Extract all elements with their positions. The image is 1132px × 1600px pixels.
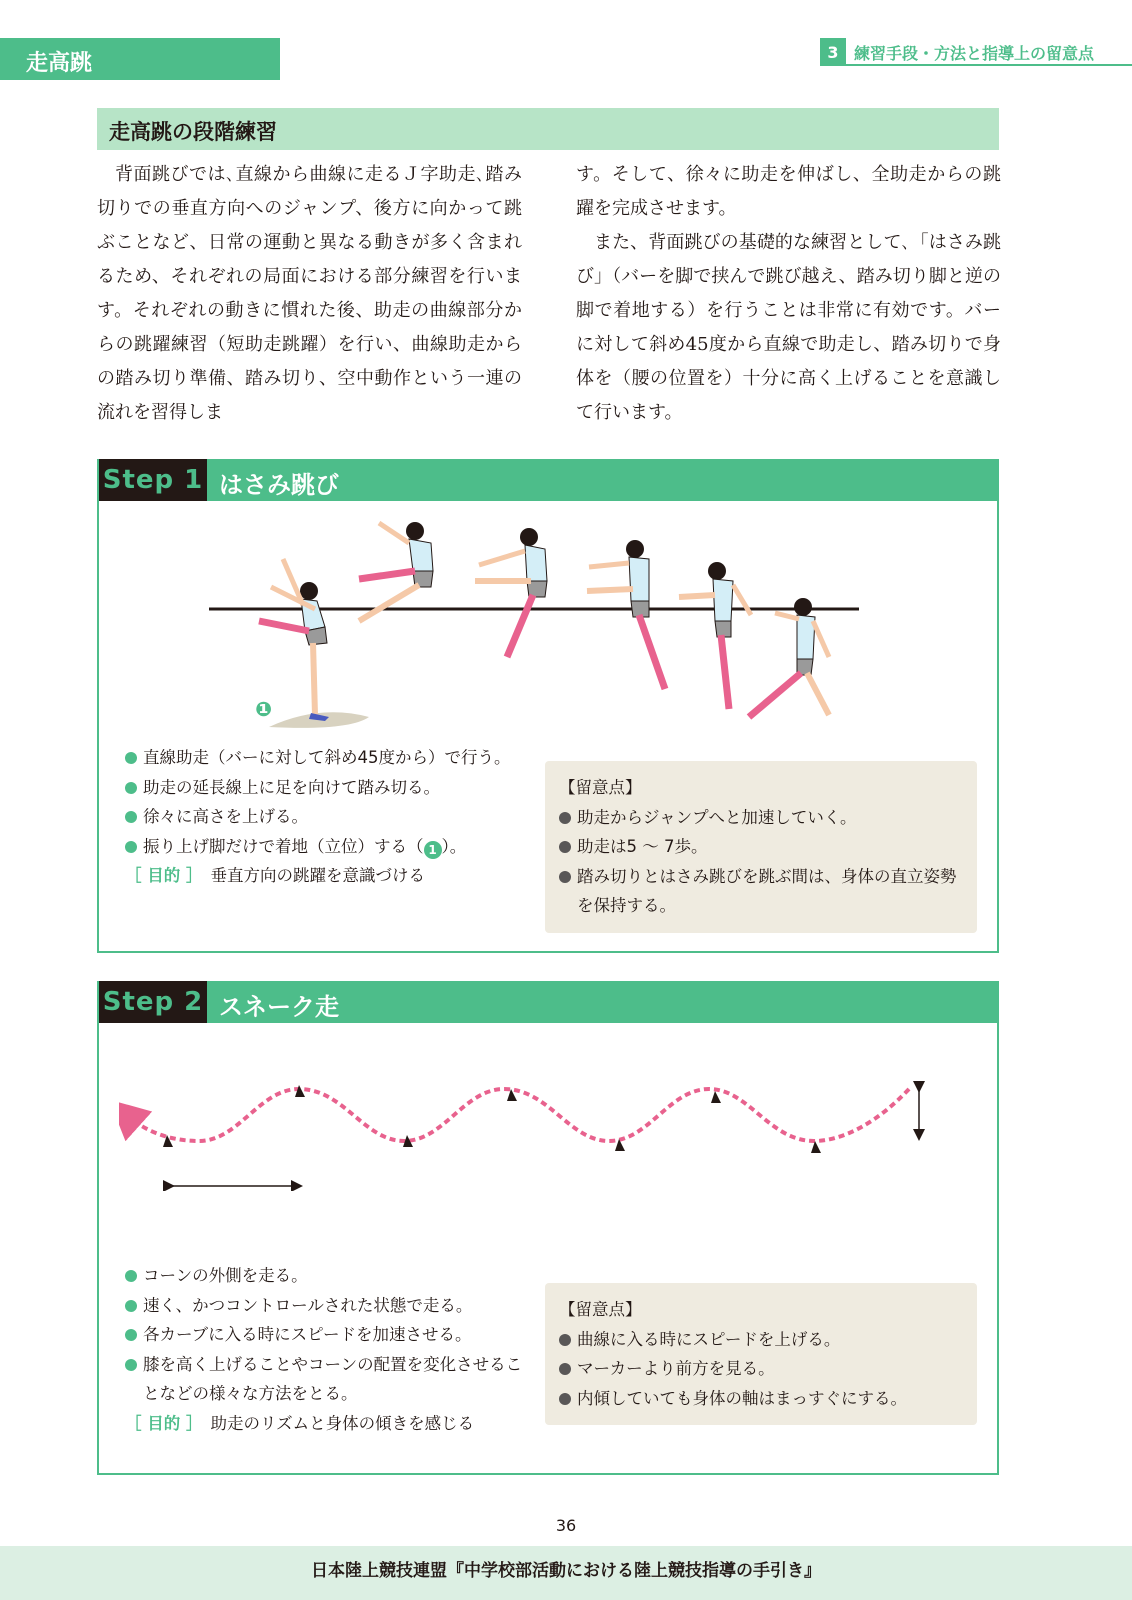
step2-title: スネーク走 — [219, 993, 339, 1021]
list-item — [125, 832, 535, 862]
athlete-figure-5 — [679, 562, 751, 709]
page-number: 36 — [555, 1516, 577, 1535]
snake-path — [124, 1089, 909, 1141]
list-item: 徐々に高さを上げる。 — [125, 802, 535, 832]
figure-ref-badge: 1 — [424, 841, 442, 859]
step1-title: はさみ跳び — [219, 471, 339, 499]
step2-header — [99, 981, 997, 1023]
intro-paragraph: また、背面跳びの基礎的な練習として､「はさみ跳び」（バーを脚で挟んで跳び越え、踏み切り脚と逆の脚で着地する）を行うことは非常に有効です。バーに対して斜め45度から直線で助走し、踏み切りで身体を（腰の位置を）十分に高く上げることを意識して行います。 — [576, 232, 1001, 423]
step2-box — [97, 981, 999, 1475]
page-title: 走高跳の段階練習 — [97, 108, 999, 150]
step1-header — [99, 459, 997, 501]
list-item: 助走の延長線上に足を向けて踏み切る。 — [125, 773, 535, 803]
purpose-text: 助走のリズムと身体の傾きを感じる — [210, 1413, 475, 1433]
intro-paragraph: 背面跳びでは､直線から曲線に走るＪ字助走､踏み切りでの垂直方向へのジャンプ、後方に向かって跳ぶことなど、日常の運動と異なる動きが多く含まれるため、それぞれの局面における部分練習を行います。それぞれの動きに慣れた後、助走の曲線部分からの跳躍練習（短助走跳躍）を行い、曲線助走からの踏み切り準備、踏み切り、空中動作という一連の流れを習得しま — [97, 164, 522, 423]
purpose-line — [125, 861, 535, 891]
list-item: 内傾していても身体の軸はまっすぐにする。 — [559, 1384, 963, 1414]
list-item: 助走は5 ～ 7歩。 — [559, 832, 963, 862]
intro-right-column — [576, 158, 1001, 430]
notes-heading: 【留意点】 — [559, 1300, 642, 1319]
snake-run-diagram — [119, 1071, 979, 1191]
athlete-figure-4 — [587, 540, 665, 689]
cone-marker — [711, 1091, 721, 1103]
intro-paragraph: す。そして、徐々に助走を伸ばし、全助走からの跳躍を完成させます。 — [576, 164, 1001, 219]
footer: 日本陸上競技連盟『中学校部活動における陸上競技指導の手引き』 — [0, 1546, 1132, 1600]
intro-left-column — [97, 158, 522, 430]
notes-list — [559, 1325, 963, 1414]
section-number: 3 — [820, 38, 846, 66]
purpose-text: 垂直方向の跳躍を意識づける — [210, 866, 425, 885]
section-header — [820, 38, 1094, 66]
list-item-text: ）。 — [441, 836, 467, 856]
list-item: 直線助走（バーに対して斜め45度から）で行う。 — [125, 743, 535, 773]
list-item: 膝を高く上げることやコーンの配置を変化させることなどの様々な方法をとる。 — [125, 1350, 535, 1409]
notes-heading: 【留意点】 — [559, 778, 642, 797]
chapter-tab: 走高跳 — [0, 38, 280, 80]
list-item: 速く、かつコントロールされた状態で走る。 — [125, 1291, 535, 1321]
list-item: マーカーより前方を見る。 — [559, 1354, 963, 1384]
notes-list — [559, 803, 963, 921]
list-item: コーンの外側を走る。 — [125, 1261, 535, 1291]
purpose-line — [125, 1409, 535, 1439]
list-item: 曲線に入る時にスピードを上げる。 — [559, 1325, 963, 1355]
section-divider — [820, 64, 1132, 66]
purpose-label: ［ 目的 ］ — [125, 866, 203, 885]
step1-notes-box — [545, 761, 977, 933]
purpose-label: ［ 目的 ］ — [125, 1413, 203, 1433]
step1-box — [97, 459, 999, 953]
list-item: 踏み切りとはさみ跳びを跳ぶ間は、身体の直立姿勢を保持する。 — [559, 862, 963, 921]
list-item-text: 振り上げ脚だけで着地（立位）する（ — [143, 836, 424, 856]
step2-label: Step 2 — [99, 981, 207, 1023]
figure-marker-1: ❶ — [255, 697, 272, 721]
athlete-figure-3 — [475, 528, 547, 657]
athlete-figure-6 — [749, 598, 829, 717]
list-item: 助走からジャンプへと加速していく。 — [559, 803, 963, 833]
step1-label: Step 1 — [99, 459, 207, 501]
scissors-jump-illustration — [209, 509, 889, 759]
list-item: 各カーブに入る時にスピードを加速させる。 — [125, 1320, 535, 1350]
cone-markers — [163, 1085, 821, 1153]
step1-bullet-list — [125, 743, 535, 891]
step2-notes-box — [545, 1283, 977, 1425]
athlete-figure-2 — [359, 522, 433, 621]
section-title: 練習手段・方法と指導上の留意点 — [854, 43, 1095, 63]
step2-bullet-list — [125, 1261, 535, 1438]
